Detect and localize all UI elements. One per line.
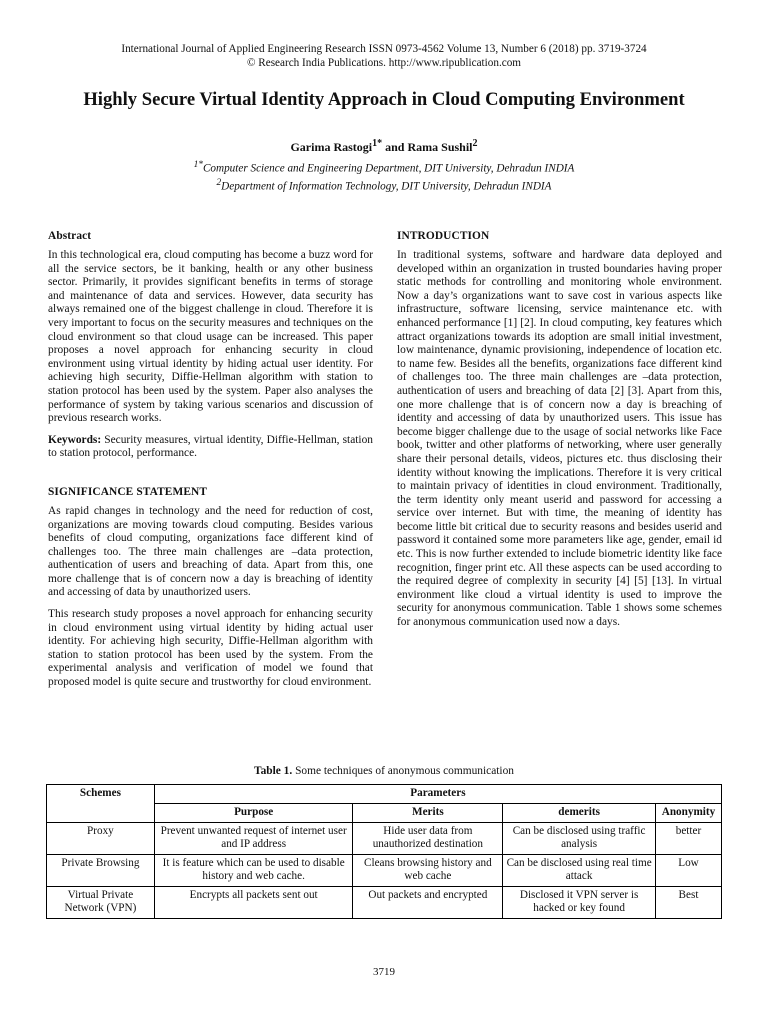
affiliation-2-mark: 2 [216, 178, 222, 189]
affiliation-1 [0, 158, 768, 176]
author-1: Garima Rastogi [290, 140, 373, 154]
header-purpose: Purpose [154, 804, 353, 823]
paper-title: Highly Secure Virtual Identity Approach in Cloud Computing Environment [83, 89, 685, 110]
affiliation-1-text: Computer Science and Engineering Department, DIT University, Dehradun INDIA [202, 162, 575, 175]
header-schemes: Schemes [47, 785, 155, 823]
journal-header-line1: International Journal of Applied Engineering Research ISSN 0973-4562 Volume 13, Number 6 (2018) pp. 3719-3724 [121, 43, 647, 55]
cell-demerits: Can be disclosed using real time attack [503, 855, 656, 887]
author-2: Rama Sushil [407, 140, 473, 154]
cell-merits: Hide user data from unauthorized destination [353, 823, 503, 855]
journal-header [0, 42, 768, 70]
table-row [47, 855, 722, 887]
page-number: 3719 [373, 966, 395, 978]
affiliation-2 [0, 176, 768, 194]
header-merits: Merits [353, 804, 503, 823]
significance-heading: SIGNIFICANCE STATEMENT [48, 485, 208, 498]
affiliation-1-mark: 1* [193, 160, 203, 170]
cell-merits: Cleans browsing history and web cache [353, 855, 503, 887]
cell-anonymity: better [655, 823, 721, 855]
cell-anonymity: Low [655, 855, 721, 887]
significance-para-1: As rapid changes in technology and the need for reduction of cost, organizations are moving towards cloud computing. Besides various benefits of cloud computing, organizations face different kind of challenges too. The three main challenges are –data protection, authentication of users and breaching of data. Apart from this, one more challenge that is of concern now a day is breaching of identity and accessing of data by unauthorized users. [48, 504, 373, 599]
cell-scheme: Proxy [47, 823, 155, 855]
header-anonymity: Anonymity [655, 804, 721, 823]
cell-scheme: Virtual Private Network (VPN) [47, 887, 155, 919]
cell-merits: Out packets and encrypted [353, 887, 503, 919]
right-column [397, 230, 722, 630]
table-caption-text: Some techniques of anonymous communication [292, 765, 514, 777]
table-caption [0, 765, 768, 777]
author-line [0, 138, 768, 155]
keywords-text: Security measures, virtual identity, Diffie-Hellman, station to station protocol, performance. [48, 433, 373, 460]
table-row [47, 823, 722, 855]
anonymous-communication-table [46, 784, 722, 919]
affiliation-2-text: Department of Information Technology, DIT University, Dehradun INDIA [221, 180, 552, 193]
author-1-mark: 1* [372, 138, 383, 149]
introduction-heading: INTRODUCTION [397, 230, 490, 242]
cell-purpose: It is feature which can be used to disable history and web cache. [154, 855, 353, 887]
header-parameters: Parameters [154, 785, 721, 804]
abstract-text: In this technological era, cloud computing has become a buzz word for all the service sectors, be it banking, health or any other business sector. Primarily, it provides significant benefits in terms of storage and maintenance of data and services. However, data security has always remained one of the biggest challenge in cloud. Therefore it is very important to focus on the security measures and techniques on the cloud environment so that cloud usage can be increased. This paper proposes a novel approach for enhancing security in cloud environment using virtual identity by hiding actual user identity. For achieving high security, Diffie-Hellman algorithm with station to station protocol has been used by the system. Paper also analyses the performance of system by taking various scenarios and discussion of previous research works. [48, 249, 373, 425]
introduction-text: In traditional systems, software and hardware data deployed and developed within an organization in trusted boundaries having proper static methods for controlling and monitoring whole environment. Now a day’s organizations want to save cost in various aspects like infrastructure, software licensing, service maintenance etc. with enhanced performance [1] [2]. In cloud computing, key features which attract organizations towards its adoption are small initial investment, low maintenance, dynamic provisioning, independence of location etc. to name few. Besides all the benefits, organizations face different kind of challenges too. The three main challenges are –data protection, authentication of users and breaching of data [2] [3]. Apart from this, one more challenge that is of concern now a day is breaching of identity and accessing of data by unauthorized users. This issue has become bigger challenge due to the usage of social networks like Face book, twitter and other platforms of networking, where user generally share their personal details, videos, pictures etc. thus disclosing their identity without knowing the implications. Therefore it is very critical to maintain privacy of identities in cloud environment. Traditionally, the term identity only meant userid and password for accessing a service over internet. But with time, the meaning of identity has become little bit critical due to security reasons and besides userid and password it contained some more parameters like age, gender, email id etc. This is now further extended to include biometric identity like face recognition, finger print etc. All these aspects can be used according to the required degree of complexity in security [4] [5] [13]. In virtual environment like cloud a virtual identity is used to improve the security for anonymous communication. Table 1 shows some schemes for anonymous communication used now a days. [397, 249, 722, 629]
left-column [48, 230, 373, 690]
table-caption-label: Table 1. [254, 765, 293, 777]
keywords-label: Keywords: [48, 433, 102, 446]
table-row [47, 887, 722, 919]
journal-header-line2: © Research India Publications. http://www.ripublication.com [246, 57, 522, 69]
author-2-mark: 2 [472, 138, 478, 149]
cell-demerits: Can be disclosed using traffic analysis [503, 823, 656, 855]
cell-purpose: Encrypts all packets sent out [154, 887, 353, 919]
cell-scheme: Private Browsing [47, 855, 155, 887]
header-demerits: demerits [503, 804, 656, 823]
table-header-row [47, 785, 722, 804]
cell-demerits: Disclosed it VPN server is hacked or key found [503, 887, 656, 919]
cell-anonymity: Best [655, 887, 721, 919]
significance-para-2: This research study proposes a novel approach for enhancing security in cloud environment using virtual identity by hiding actual user identity. For achieving high security, Diffie-Hellman algorithm with station to station protocol has been used by the system. From the experimental analysis and verification of model we found that proposed model is quite secure and trustworthy for cloud environment. [48, 608, 373, 689]
cell-purpose: Prevent unwanted request of internet user and IP address [154, 823, 353, 855]
author-conjunction: and [382, 140, 408, 154]
affiliations [0, 158, 768, 194]
keywords [48, 434, 373, 461]
abstract-heading: Abstract [48, 230, 92, 242]
